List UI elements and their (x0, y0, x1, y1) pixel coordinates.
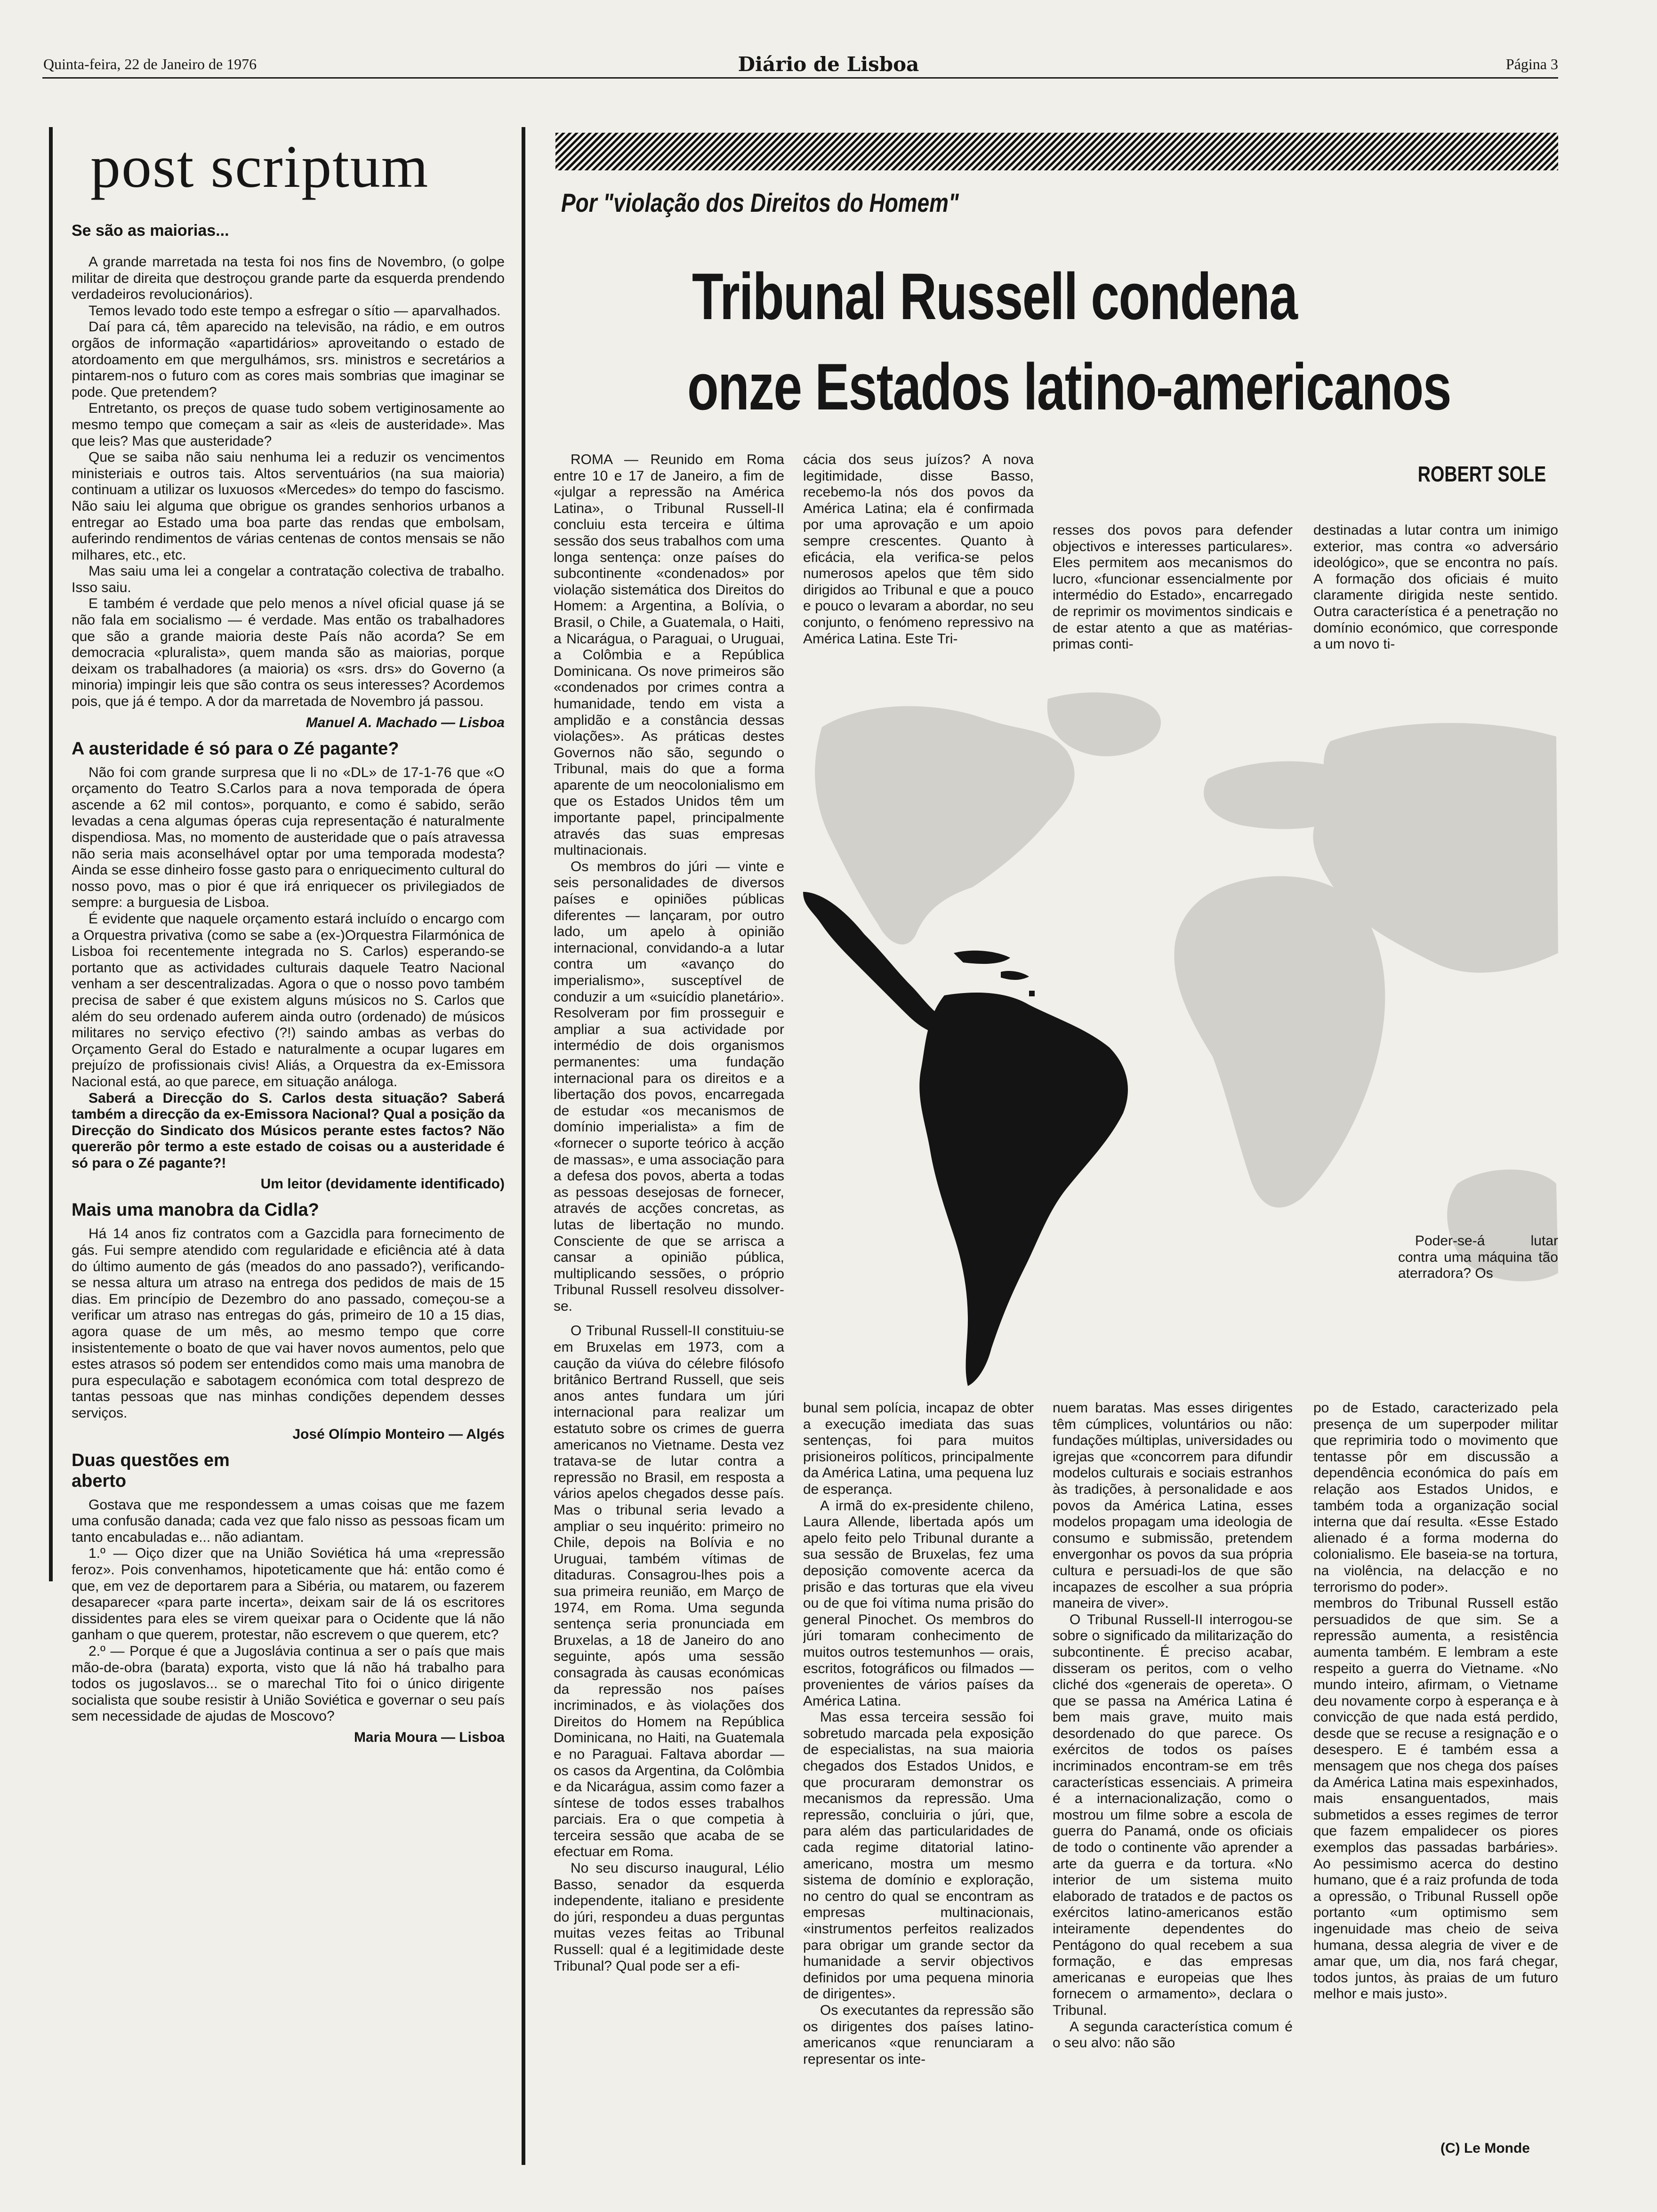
letter-signature: Um leitor (devidamente identificado) (260, 1176, 505, 1192)
letter-paragraph: Entretanto, os preços de quase tudo sobem vertiginosamente ao mesmo tempo que começam a sair as «leis de austeridade». Mas que leis? Mas que austeridade? (72, 401, 505, 449)
letter-paragraph: Mas saiu uma lei a congelar a contratação colectiva de trabalho. Isso saiu. (72, 563, 505, 595)
article-paragraph: bunal sem polícia, incapaz de obter a execução imediata das suas sentenças, foi para muitos prisioneiros políticos, principalmente da América Latina, uma pequena luz de esperança. (803, 1400, 1034, 1497)
article-paragraph: resses dos povos para defender objectivos e interesses particulares». Eles permitem aos mecanismos do lucro, «funcionar essencialmente por intermédio do Estado», encarregado de reprimir os movimentos sindicais e de estar atento a que as matérias-primas conti- (1053, 522, 1293, 652)
letter-paragraph: 2.º — Porque é que a Jugoslávia continua a ser o país que mais mão-de-obra (barata) exporta, visto que lá não há trabalho para todos os jugoslavos... se o marechal Tito foi o único dirigente socialista que soube resistir à União Soviética e governar o seu país sem necessidade de ajudas de Moscovo? (72, 1643, 505, 1724)
letter-paragraph: Saberá a Direcção do S. Carlos desta situação? Saberá também a direcção da ex-Emissora Nacional? Qual a posição da Direcção do Sindicato dos Músicos perante estes factos? Não quererão pôr termo a este estado de coisas ou a austeridade é só para o Zé pagante?! (72, 1090, 505, 1171)
letter-signature: Manuel A. Machado — Lisboa (306, 714, 505, 730)
article-column-4-mid (1398, 1233, 1558, 1393)
letter-paragraph: Daí para cá, têm aparecido na televisão, na rádio, e em outros orgãos de informação «apartidários» aproveitando o estado de atordoamento em que mergulhámos, srs. ministros e secretários a pintarem-nos o futuro com as cores mais sombrias que imaginar se pode. Que pretendem? (72, 319, 505, 400)
letter-heading: Duas questões em aberto (72, 1450, 230, 1491)
article-headline-line2: onze Estados latino-americanos (687, 350, 1451, 424)
letter-paragraph: 1.º — Oiço dizer que na União Soviética há uma «repressão feroz». Pois convenhamos, hipoteticamente que há: então como é que, em vez de deportarem para a Sibéria, ou matarem, ou fazerem desaparecer «para parte incerta», deixam sair de lá os escritores dissidentes para eles se virem queixar para o Ocidente que lá não ganham o que querem, protestar, não escrevem o que querem, etc? (72, 1546, 505, 1643)
letter-paragraph: Que se saiba não saiu nenhuma lei a reduzir os vencimentos ministeriais e outros tais. Altos serventuários (na sua maioria) continuam a utilizar os luxuosos «Mercedes» do tempo do fascismo. Não saiu lei alguma que obrigue os grandes senhorios urbanos a entregar ao Estado uma boa parte das rendas que embolsam, auferindo rendimentos de várias centenas de contos mensais se não milhares, etc., etc. (72, 449, 505, 563)
article-column-4-top (1313, 522, 1558, 682)
article-byline: ROBERT SOLE (1417, 462, 1546, 486)
article-kicker: Por "violação dos Direitos do Homem" (561, 188, 959, 217)
article-column-2-bottom (803, 1400, 1034, 2165)
letter-paragraph: Há 14 anos fiz contratos com a Gazcidla para fornecimento de gás. Fui sempre atendido com regularidade e eficiência até à data do último aumento de gás (meados do ano passado?), verificando-se nessa altura um atraso na entrega dos pedidos de mais de 15 dias. Em princípio de Dezembro do ano passado, começou-se a verificar um atraso nas entregas do gás, primeiro de 10 a 15 dias, agora quase de um mês, ao mesmo tempo que corre insistentemente o boato de que vai haver novos aumentos, pelo que estes atrasos só podem ser entendidos como mais uma manobra de pura especulação e sabotagem económica com total desprezo de tantas pessoas que nas minhas condições dependem desses serviços. (72, 1226, 505, 1421)
article-paragraph: membros do Tribunal Russell estão persuadidos de que sim. Se a repressão aumenta, a resistência aumenta também. E lembram a este respeito a guerra do Vietname. «No mundo inteiro, afirmam, o Vietname deu novamente corpo à esperança e à convicção de que nada está perdido, desde que se recuse a resignação e o desespero. E é também essa a mensagem que nos chega dos países da América Latina mais espexinhados, mais ensanguentados, mais submetidos a esses regimes de terror que fazem empalidecer os piores exemplos das passadas barbáries». Ao pessimismo acerca do destino humano, que é a raiz profunda de toda a opressão, o Tribunal Russell opõe portanto «um optimismo sem ingenuidade mas cheio de seiva humana, dessa alegria de viver e de amar que, um dia, nos fará chegar, todos juntos, às praias de um futuro melhor e mais justo». (1313, 1595, 1558, 2002)
article-paragraph: A segunda característica comum é o seu alvo: não são (1053, 2019, 1293, 2051)
article-paragraph: Poder-se-á lutar contra uma máquina tão aterradora? Os (1398, 1233, 1558, 1282)
letter-signature: Maria Moura — Lisboa (354, 1729, 505, 1745)
letter-paragraph: E também é verdade que pelo menos a nível oficial quase já se não fala em socialismo — é verdade. Mas então os trabalhadores que são a grande maioria deste País não acorda? Se em democracia «pluralista», quem manda são as maiorias, porque deixam os trabalhadores (a maioria) os «srs. drs» do Governo (a minoria) impingir leis que são contra os seus interesses? Acordemos pois, que já é tempo. A dor da marretada de Novembro já passou. (72, 596, 505, 710)
article-paragraph: Mas essa terceira sessão foi sobretudo marcada pela exposição de especialistas, na sua maioria chegados dos Estados Unidos, e que procuraram demonstrar os mecanismos da repressão. Uma repressão, concluiria o júri, que, para além das particularidades de cada regime ditatorial latino-americano, mostra um mesmo sistema de domínio e exploração, no centro do qual se encontram as empresas multinacionais, «instrumentos perfeitos realizados para obrigar um grande sector da humanidade a servir objectivos definidos por uma pequena minoria de dirigentes». (803, 1709, 1034, 2002)
article-column-3-top (1053, 522, 1293, 682)
letter-paragraph: Temos levado todo este tempo a esfregar o sítio — aparvalhados. (88, 303, 501, 319)
letter-paragraph: Gostava que me respondessem a umas coisas que me fazem uma confusão danada; cada vez que falo nisso as pessoas ficam um tanto encabuladas e... não adiantam. (72, 1497, 505, 1545)
caribbean-islands-shape (1029, 991, 1035, 996)
article-paragraph: po de Estado, caracterizado pela presença de um superpoder militar que reprimiria todo o movimento que tentasse pôr em discussão a dependência económica do país em relação aos Estados Unidos, e também toda a organização social interna que daí resulta. «Esse Estado alienado é a forma moderna do colonialismo. Ele baseia-se na tortura, na violência, na delacção e no terrorismo do poder». (1313, 1400, 1558, 1595)
article-paragraph: Os membros do júri — vinte e seis personalidades de diversos países e opiniões públicas diferentes — lançaram, por outro lado, um apelo à opinião internacional, convidando-a a lutar contra um «avanço do imperialismo», susceptível de conduzir a um «suicídio planetário». Resolveram por fim prosseguir e ampliar a sua actividade por intermédio de dois organismos permanentes: uma fundação internacional para os direitos e a libertação dos povos, encarregada de estudar «os mecanismos de domínio imperialista» a fim de «fornecer o suporte teórico à acção de massas», e uma associação para a defesa dos povos, aberta a todas as pessoas desejosas de fornecer, através de acções concretas, as lutas de libertação no mundo. Consciente de que se arrisca a cansar a opinião pública, multiplicando sessões, o próprio Tribunal Russell resolveu dissolver-se. (554, 858, 784, 1314)
article-column-4-bottom (1313, 1400, 1558, 2139)
issue-date: Quinta-feira, 22 de Janeiro de 1976 (43, 56, 257, 72)
letter-paragraph: A grande marretada na testa foi nos fins de Novembro, (o golpe militar de direita que destroçou grande parte da esquerda prendendo verdadeiros revolucionários). (72, 254, 505, 303)
letter-paragraph: É evidente que naquele orçamento estará incluído o encargo com a Orquestra privativa (como se sabe a (ex-)Orquestra Filarmónica de Lisboa foi recentemente integrada no S. Carlos) esperando-se portanto que as actividades culturais daquele Teatro Nacional venham a ser descentralizadas. Agora o que o nosso povo também precisa de saber é que existem alguns músicos no S. Carlos que além do seu ordenado auferem ainda outro (ordenado) de músicos militares no serviço efectivo (?!) saindo ambas as verbas do Orçamento Geral do Estado e naturalmente a ocupar lugares em prejuízo de profissionais civis! Aliás, a Orquestra da ex-Emissora Nacional está, ao que parece, em situação análoga. (72, 911, 505, 1090)
article-paragraph: Os executantes da repressão são os dirigentes dos países latino-americanos «que renunciaram a representar os inte- (803, 2002, 1034, 2067)
hatched-banner (555, 133, 1558, 170)
left-column-rule (49, 127, 53, 1581)
section-title: post scriptum (90, 136, 429, 200)
article-credit: (C) Le Monde (1440, 2140, 1530, 2156)
article-paragraph: ROMA — Reunido em Roma entre 10 e 17 de Janeiro, a fim de «julgar a repressão na América Latina», o Tribunal Russell-II concluiu esta terceira e última sessão dos seus trabalhos com uma longa sentença: onze países do subcontinente «condenados» por violação sistemática dos Direitos do Homem: a Argentina, a Bolívia, o Brasil, o Chile, a Guatemala, o Haiti, a Nicarágua, o Paraguai, o Uruguai, a Colômbia e a República Dominicana. Os nove primeiros são «condenados por crimes contra a humanidade, tendo em vista a amplidão e a constância dessas violações». As práticas destes Governos não são, segundo o Tribunal, mais do que a forma aparente de um neocolonialismo em que os Estados Unidos têm um importante papel, principalmente através das suas empresas multinacionais. (554, 452, 784, 858)
header-rule (42, 77, 1558, 79)
article-paragraph: nuem baratas. Mas esses dirigentes têm cúmplices, voluntários ou não: fundações múltiplas, universidades ou igrejas que «concorrem para difundir modelos culturais e sociais estranhos às tradições, à personalidade e aos povos da América Latina, esses modelos propagam uma ideologia de consumo e submissão, pretendem envergonhar os povos da sua própria cultura e persuadi-los de que são incapazes de escolher a sua própria maneira de viver». (1053, 1400, 1293, 1611)
article-column-2-top (803, 452, 1034, 682)
article-paragraph: O Tribunal Russell-II interrogou-se sobre o significado da militarização do subcontinente. É preciso acabar, disseram os peritos, com o velho cliché dos «generais de opereta». O que se passa na América Latina é bem mais grave, muito mais desordenado do que parece. Os exércitos de todos os países incriminados encontram-se em três características essenciais. A primeira é a internacionalização, como o mostrou um filme sobre a escola de guerra do Panamá, onde os oficiais de todo o continente vão aprender a arte da guerra e da tortura. «No interior de um sistema muito elaborado de tratados e de pactos os exércitos latino-americanos estão inteiramente dependentes do Pentágono do qual recebem a sua formação, e das empresas americanas e europeias que lhes fornecem o armamento», declara o Tribunal. (1053, 1611, 1293, 2018)
masthead: Diário de Lisboa (738, 53, 919, 76)
letters-column (72, 136, 505, 2184)
letter-heading: A austeridade é só para o Zé pagante? (72, 738, 399, 759)
article-paragraph: A irmã do ex-presidente chileno, Laura Allende, libertada após um apelo feito pelo Tribunal durante a sua sessão de Bruxelas, fez uma deposição comovente acerca da prisão e das torturas que ela viveu ou de que foi vítima numa prisão do general Pinochet. Os membros do júri tomaram conhecimento de muitos outros testemunhos — orais, escritos, fotográficos ou filmados — provenientes de vários países da América Latina. (803, 1498, 1034, 1709)
article-paragraph: O Tribunal Russell-II constituiu-se em Bruxelas em 1973, com a caução da viúva do célebre filósofo britânico Bertrand Russell, que seis anos antes fundara um júri internacional para realizar um estatuto sobre os crimes de guerra americanos no Vietname. Desta vez tratava-se de lutar contra a repressão no Brasil, em resposta a vários apelos chegados desse país. Mas o tribunal seria levado a ampliar o seu inquérito: primeiro no Chile, depois na Bolívia e no Uruguai, também vítimas de ditaduras. Consagrou-lhes pois a sua primeira reunião, em Março de 1974, em Roma. Uma segunda sentença seria pronunciada em Bruxelas, a 18 de Janeiro do ano seguinte, após uma sessão consagrada às causas económicas da repressão nos países incriminados, e às violações dos Direitos do Homem na República Dominicana, no Haiti, na Guatemala e no Paraguai. Faltava abordar — os casos da Argentina, da Colômbia e da Nicarágua, assim como fazer a síntese de todos esses trabalhos parciais. Era o que competia à terceira sessão que acaba de se efectuar em Roma. (554, 1323, 784, 1860)
letter-heading: Mais uma manobra da Cidla? (72, 1200, 319, 1220)
center-column-rule (522, 127, 525, 2165)
letter-paragraph: Não foi com grande surpresa que li no «DL» de 17-1-76 que «O orçamento do Teatro S.Carlos para a nova temporada de ópera ascende a 62 mil contos», porquanto, e como é sabido, serão levadas a cena algumas óperas cuja representação é naturalmente dispendiosa. Mas, no momento de austeridade que o país atravessa não seria mais aconselhável optar por uma temporada modesta? Ainda se esse dinheiro fosse gasto para o enriquecimento cultural do nosso povo, mas o pior é que irá enriquecer os privilegiados de sempre: a burguesia de Lisboa. (72, 764, 505, 911)
letter-signature: José Olímpio Monteiro — Algés (292, 1426, 505, 1442)
page-number: Página 3 (1505, 56, 1558, 72)
article-headline-line1: Tribunal Russell condena (692, 259, 1297, 333)
article-column-1 (554, 452, 784, 2165)
article-column-3-bottom (1053, 1400, 1293, 2165)
letter-heading: Se são as maiorias... (72, 222, 229, 240)
article-paragraph: cácia dos seus juízos? A nova legitimidade, disse Basso, recebemo-la nós dos povos da América Latina; ela é confirmada por uma aprovação e um apoio sempre crescentes. Quanto à eficácia, ela verifica-se pelos numerosos apelos que têm sido dirigidos ao Tribunal e que a pouco e pouco o levaram a abordar, no seu conjunto, o fenómeno repressivo na América Latina. Este Tri- (803, 452, 1034, 647)
article-paragraph: No seu discurso inaugural, Lélio Basso, senador da esquerda independente, italiano e presidente do júri, respondeu a duas perguntas muitas vezes feitas ao Tribunal Russell: qual é a legitimidade deste Tribunal? Qual pode ser a efi- (554, 1860, 784, 1974)
article-paragraph: destinadas a lutar contra um inimigo exterior, mas contra «o adversário ideológico», que se encontra no país. A formação dos oficiais é muito claramente dirigida neste sentido. Outra característica é a penetração no domínio económico, que corresponde a um novo ti- (1313, 522, 1558, 652)
